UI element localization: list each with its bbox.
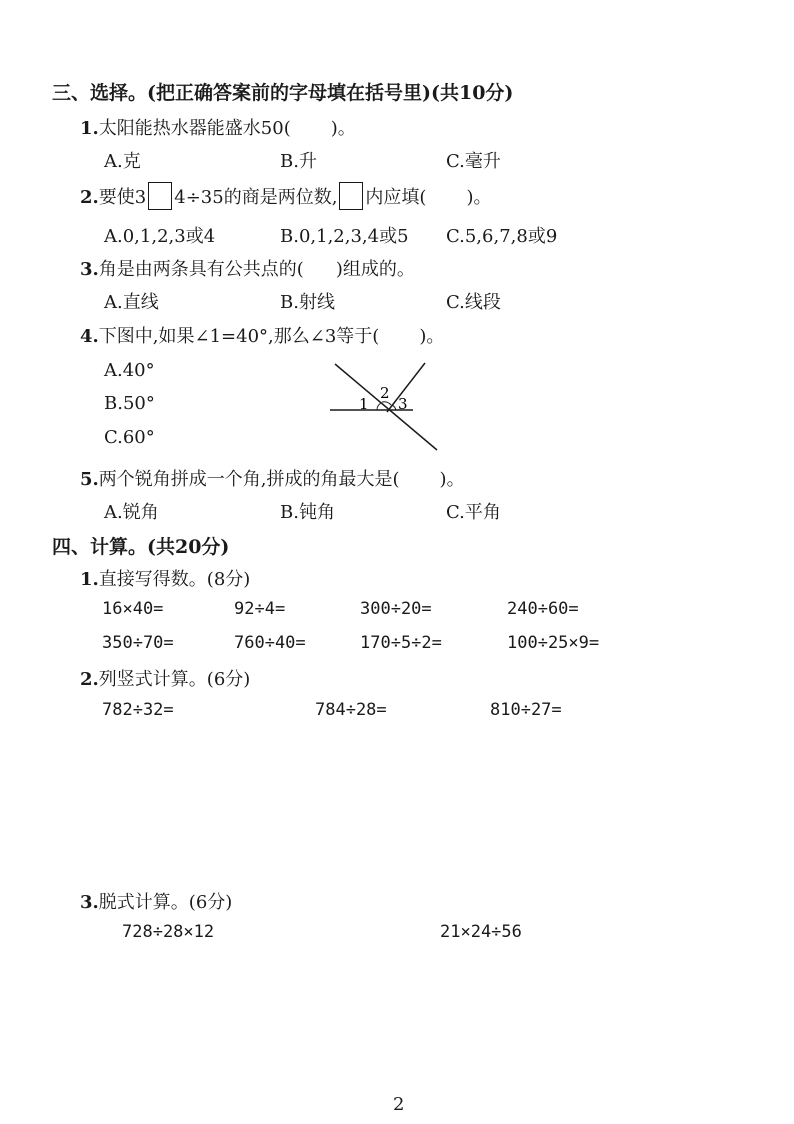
mental-math-item[interactable]: 300÷20= [360,599,432,619]
q2-option-b: B.0,1,2,3,4或5 [280,226,409,247]
mental-math-item[interactable]: 170÷5÷2= [360,633,442,653]
q4-option-c: C.60° [104,427,155,448]
stepwise-calc-item[interactable]: 728÷28×12 [122,922,215,942]
q3-option-b: B.射线 [280,292,335,313]
q1-option-b: B.升 [280,151,317,172]
angle-arc [377,403,381,410]
q5-option-a: A.锐角 [104,502,159,523]
angle-label-3: 3 [398,395,408,413]
question-number: 3. [80,259,99,280]
question-number: 5. [80,469,99,490]
q4-option-a: A.40° [104,360,155,381]
q2-option-c: C.5,6,7,8或9 [446,226,558,247]
q5-option-c: C.平角 [446,502,501,523]
slanted-line-down [335,364,437,450]
part-2-title: 2.列竖式计算。(6分) [80,669,251,690]
q3-option-a: A.直线 [104,292,159,313]
question-number: 1. [80,118,99,139]
mental-math-item[interactable]: 350÷70= [102,633,174,653]
q1-option-a: A.克 [104,151,141,172]
angle-figure [325,355,445,455]
section3-title: 三、选择。(把正确答案前的字母填在括号里)(共10分) [52,82,514,104]
question-2: 2.要使3 4÷35的商是两位数, 内应填( )。 [80,182,491,210]
section4-title: 四、计算。(共20分) [52,536,230,558]
question-5: 5.两个锐角拼成一个角,拼成的角最大是( )。 [80,469,465,490]
part-1-title: 1.直接写得数。(8分) [80,569,251,590]
angle-label-1: 1 [359,395,369,413]
question-number: 2. [80,187,99,208]
mental-math-item[interactable]: 16×40= [102,599,164,619]
angle-label-2: 2 [380,384,390,402]
q1-option-c: C.毫升 [446,151,501,172]
vertical-calc-item[interactable]: 784÷28= [315,700,387,720]
digit-box[interactable] [148,182,172,210]
mental-math-item[interactable]: 240÷60= [507,599,579,619]
question-number: 4. [80,326,99,347]
digit-box[interactable] [339,182,363,210]
mental-math-item[interactable]: 100÷25×9= [507,633,600,653]
q5-option-b: B.钝角 [280,502,335,523]
stepwise-calc-item[interactable]: 21×24÷56 [440,922,522,942]
part-3-title: 3.脱式计算。(6分) [80,892,233,913]
mental-math-item[interactable]: 760÷40= [234,633,306,653]
page-number: 2 [393,1094,405,1115]
question-4: 4.下图中,如果∠1=40°,那么∠3等于( )。 [80,326,445,347]
question-1: 1.太阳能热水器能盛水50( )。 [80,118,356,139]
q2-option-a: A.0,1,2,3或4 [104,226,216,247]
question-3: 3.角是由两条具有公共点的( )组成的。 [80,259,415,280]
q4-option-b: B.50° [104,393,155,414]
vertical-calc-item[interactable]: 782÷32= [102,700,174,720]
mental-math-item[interactable]: 92÷4= [234,599,286,619]
vertical-calc-item[interactable]: 810÷27= [490,700,562,720]
q3-option-c: C.线段 [446,292,501,313]
